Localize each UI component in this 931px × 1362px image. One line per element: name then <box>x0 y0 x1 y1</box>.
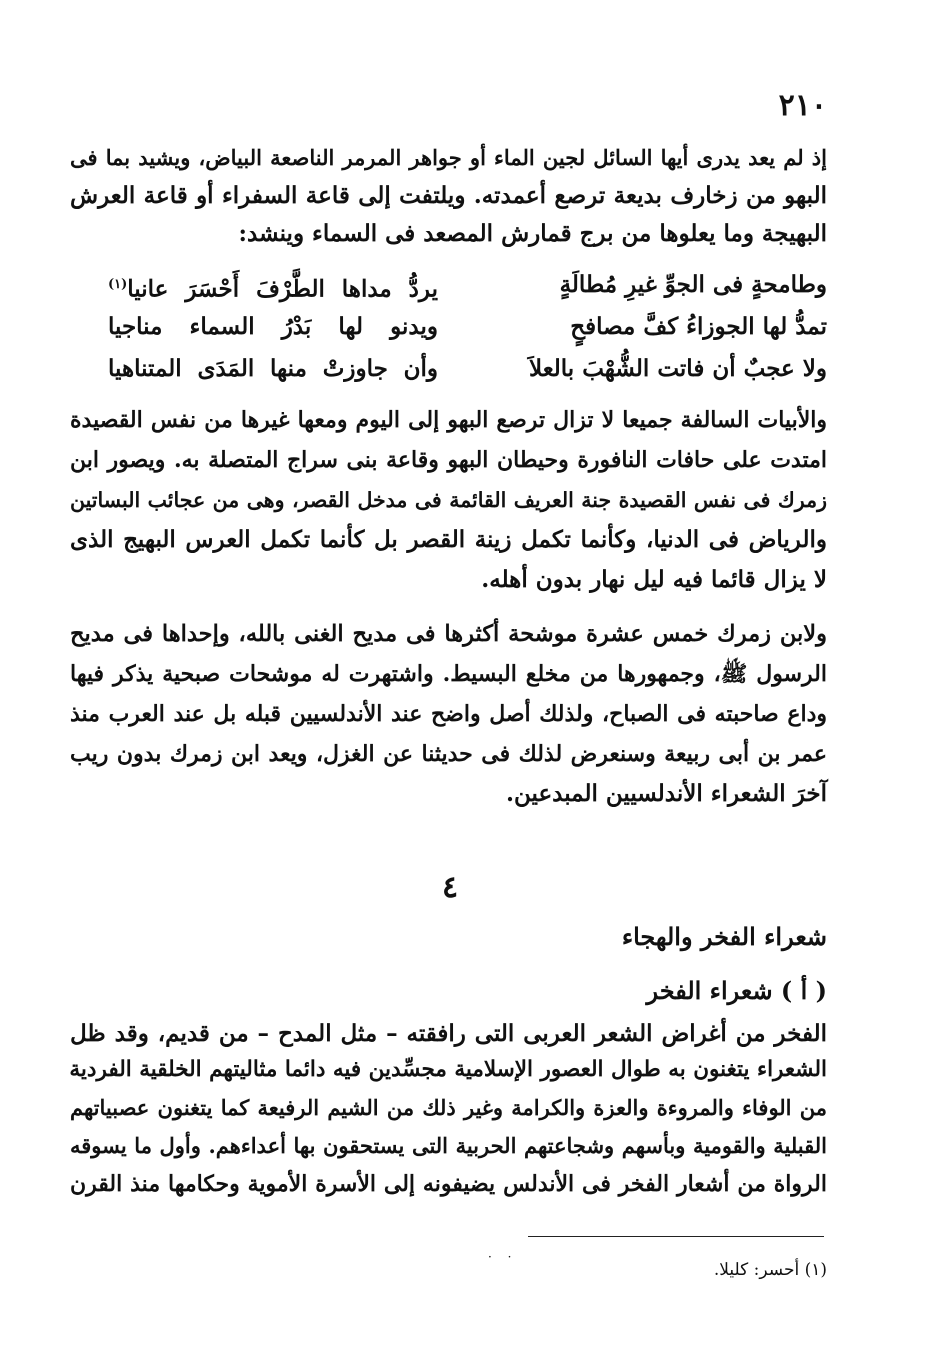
verse-first-hemistich: وطامحةٍ فى الجوِّ غيرِ مُطالَةٍ <box>559 271 827 298</box>
text-line: إذ لم يعد يدرى أيها السائل لجين الماء أو جواهر المرمر الناصعة البياض، ويشيد بما فى <box>70 145 827 170</box>
text-line: البهيجة وما يعلوها من برج قمارش المصعد فى السماء وينشد: <box>238 220 827 247</box>
verse-first-hemistich: ولا عجبٌ أن فاتت الشُّهْبَ بالعلاَ <box>528 355 827 382</box>
verse-second-text: يردُّ مداها الطَّرْفَ أَحْسَرَ عانيا <box>127 275 438 303</box>
text-line: امتدت على حافات النافورة وحيطان البهو وقاعة بنى سراج المتصلة به. ويصور ابن <box>70 447 827 473</box>
verse-second-hemistich: ويدنو لها بَدْرُ السماء مناجيا <box>108 313 438 340</box>
text-line: الشعراء يتغنون به طوال العصور الإسلامية مجسِّدين فيه دائما مثاليتهم الخلقية الفردية <box>69 1057 827 1082</box>
verse-line <box>108 265 827 305</box>
text-line: الرسول ﷺ، وجمهورها من مخلع البسيط. واشتهرت له موشحات صبحية يذكر فيها <box>70 661 827 687</box>
verse-second-hemistich: وأن جاوزتْ منها المَدَى المتناهيا <box>108 355 438 382</box>
footnote-marker: (١) <box>108 277 128 292</box>
text-line: والرياض فى الدنيا، وكأنما تكمل زينة القصر بل كأنما تكمل العرس البهيج الذى <box>70 526 827 553</box>
text-line: آخرَ الشعراء الأندلسيين المبدعين. <box>505 780 827 807</box>
text-line: من الوفاء والمروءة والعزة والكرامة وغير ذلك من الشيم الرفيعة كما يتغنون عصبياتهم <box>70 1095 827 1120</box>
verse-second-hemistich <box>108 265 438 310</box>
subsection-title: ( أ ) شعراء الفخر <box>646 976 827 1005</box>
footnote: (١) أحسر: كليلا. <box>713 1260 827 1280</box>
print-specks: · · <box>488 1250 518 1264</box>
text-line: والأبيات السالفة جميعا لا تزال ترصع البهو إلى اليوم ومعها غيرها من نفس القصيدة <box>70 407 827 433</box>
text-line: زمرك فى نفس القصيدة جنة العريف القائمة فى مدخل القصر، وهى من عجائب البساتين <box>70 488 827 512</box>
text-line: القبلية والقومية وبأسهم وشجاعتهم الحربية التى يستحقون بها أعداءهم. وأول ما يسوقه <box>70 1133 827 1158</box>
section-number: ٤ <box>441 870 459 905</box>
verse-first-hemistich: تمدُّ لها الجوزاءُ كفَّ مصافحٍ <box>570 313 827 340</box>
verse-line <box>108 307 827 347</box>
text-line: الرواة من أشعار الفخر فى الأندلس يضيفونه إلى الأسرة الأموية وحكامها منذ القرن <box>70 1171 827 1197</box>
footnote-separator <box>528 1236 824 1237</box>
text-line: ولابن زمرك خمس عشرة موشحة أكثرها فى مديح الغنى بالله، وإحداها فى مديح <box>70 621 827 647</box>
text-line: البهو من زخارف بديعة ترصع أعمدته. ويلتفت إلى قاعة السفراء أو قاعة العرش <box>70 182 827 209</box>
text-line: لا يزال قائما فيه ليل نهار بدون أهله. <box>481 566 827 593</box>
section-title: شعراء الفخر والهجاء <box>621 922 827 951</box>
text-line: عمر بن أبى ربيعة وسنعرض لذلك فى حديثنا عن الغزل، ويعد ابن زمرك بدون ريب <box>70 741 827 767</box>
text-line: وداع صاحبته فى الصباح، ولذلك أصل واضح عند الأندلسيين قبله بل عند العرب منذ <box>70 701 827 727</box>
verse-line <box>108 349 827 389</box>
text-line: الفخر من أغراض الشعر العربى التى رافقته – مثل المدح – من قديم، وقد ظل <box>70 1020 827 1047</box>
page-number: ٢١٠ <box>778 88 827 123</box>
